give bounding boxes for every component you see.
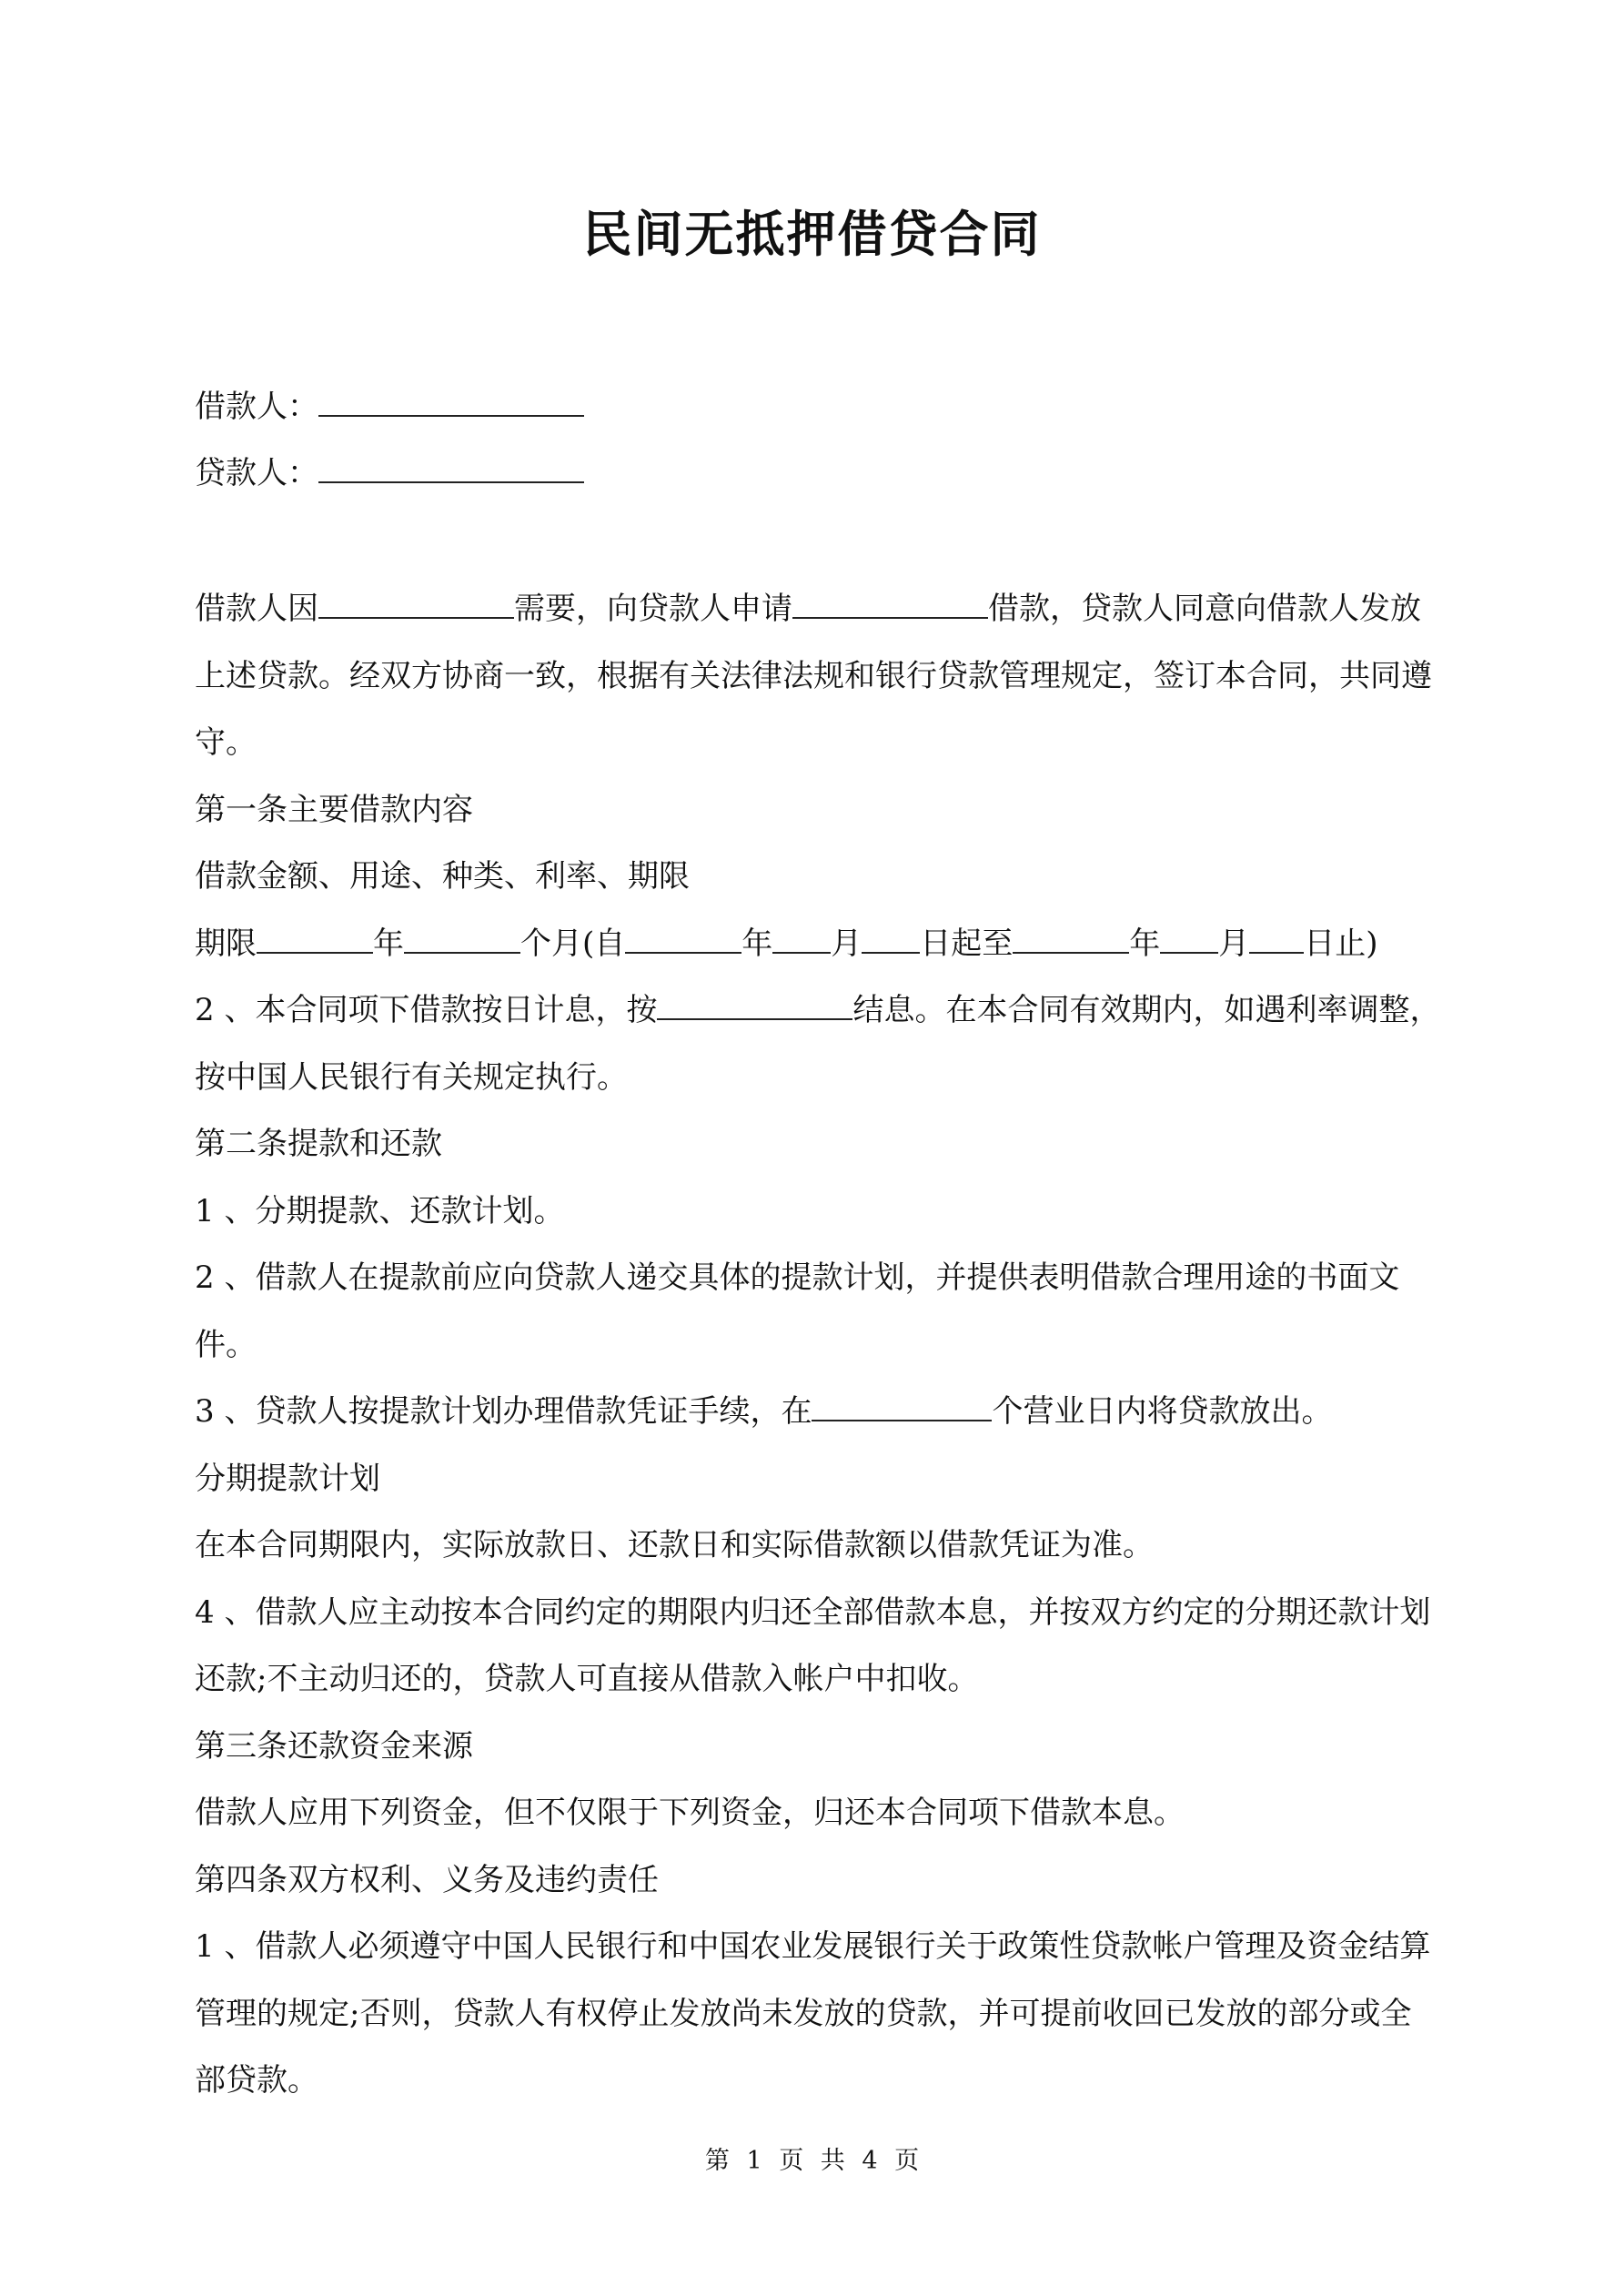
lender-label: 贷款人： [195,455,318,491]
article-2-clause-3: 3 、贷款人按提款计划办理借款凭证手续，在 个营业日内将贷款放出。 [195,1393,1333,1430]
article-4-title: 第四条双方权利、义务及违约责任 [195,1861,659,1898]
article-1-subtitle: 借款金额、用途、种类、利率、期限 [195,858,690,895]
borrower-field [195,384,584,430]
borrower-label: 借款人： [195,389,318,425]
loan-type-blank [792,590,988,619]
lender-blank [318,454,584,483]
article-2-clause-4: 4 、借款人应主动按本合同约定的期限内归还全部借款本息，并按双方约定的分期还款计划还款;不主动归还的，贷款人可直接从借款入帐户中扣收。 [195,1593,1431,1697]
business-days-blank [812,1392,992,1421]
article-2-clause-2: 2 、借款人在提款前应向贷款人递交具体的提款计划，并提供表明借款合理用途的书面文件。 [195,1259,1400,1363]
article-2-title: 第二条提款和还款 [195,1126,442,1162]
article-1-clause-2: 2 、本合同项下借款按日计息，按 结息。在本合同有效期内，如遇利率调整，按中国人民银行有关规定执行。 [195,992,1441,1096]
lender-field [195,450,584,496]
interest-settlement-blank [657,991,852,1020]
end-year-blank [1013,925,1129,954]
term-years-blank [257,925,373,954]
borrower-blank [318,388,584,417]
article-2-clause-1: 1 、分期提款、还款计划。 [195,1192,565,1229]
start-year-blank [625,925,741,954]
article-3-title: 第三条还款资金来源 [195,1727,473,1765]
article-4-clause-1: 1 、借款人必须遵守中国人民银行和中国农业发展银行关于政策性贷款帐户管理及资金结算管理的规定;否则，贷款人有权停止发放尚未发放的贷款，并可提前收回已发放的部分或全部贷款。 [195,1928,1431,2099]
end-day-blank [1249,925,1304,954]
intro-paragraph: 借款人因 需要，向贷款人申请 借款，贷款人同意向借款人发放上述贷款。经双方协商一致，根据有关法律法规和银行贷款管理规定，签订本合同，共同遵守。 [195,591,1432,761]
start-day-blank [862,925,920,954]
document-title: 民间无抵押借贷合同 [582,205,1042,263]
installment-plan-text: 在本合同期限内，实际放款日、还款日和实际借款额以借款凭证为准。 [195,1527,1154,1563]
page-footer: 第 1 页 共 4 页 [704,2147,920,2175]
start-month-blank [772,925,831,954]
article-3-text: 借款人应用下列资金，但不仅限于下列资金，归还本合同项下借款本息。 [195,1795,1185,1831]
end-month-blank [1160,925,1218,954]
purpose-blank [318,590,514,619]
contract-body [195,576,1441,2115]
term-months-blank [404,925,520,954]
term-paragraph: 期限 年 个月(自 年 月 日起至 年 月 日止) [195,925,1378,962]
installment-plan-heading: 分期提款计划 [195,1460,380,1497]
article-1-title: 第一条主要借款内容 [195,791,473,828]
